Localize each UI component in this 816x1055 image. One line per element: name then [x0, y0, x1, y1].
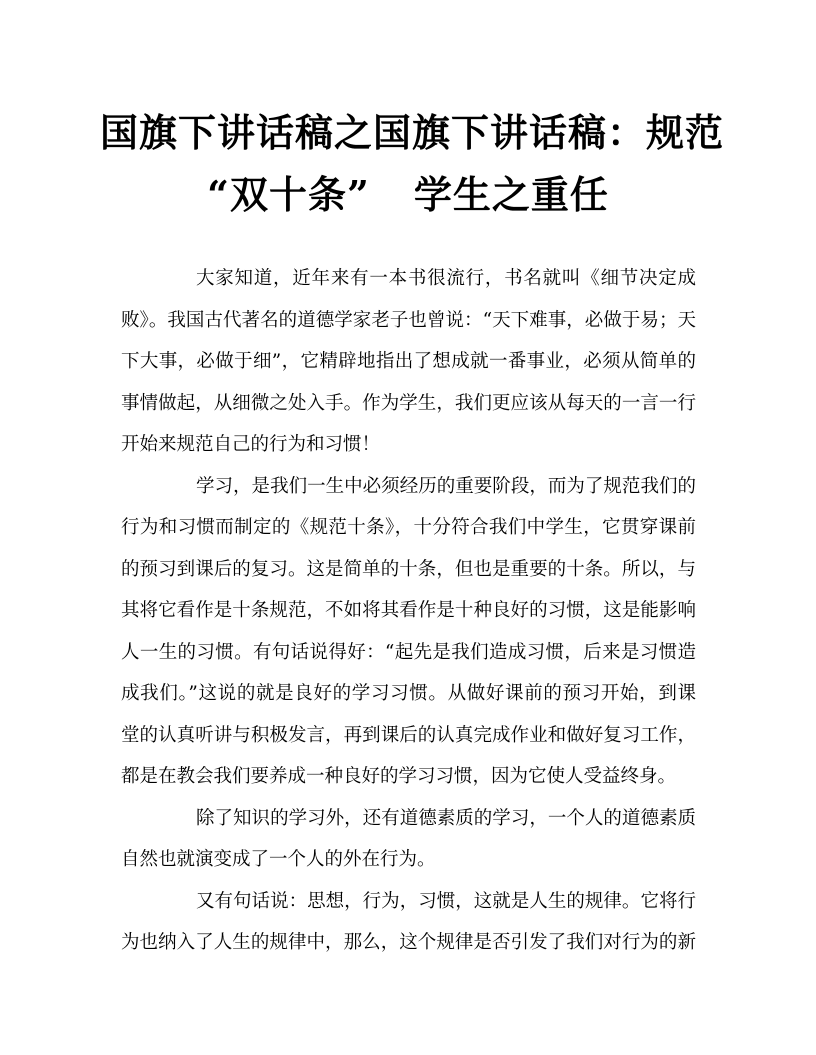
- paragraph-1-line-3: 下大事，必做于细”，它精辟地指出了想成就一番事业，必须从简单的: [121, 351, 696, 372]
- paragraph-2-line-1: 学习，是我们一生中必须经历的重要阶段，而为了规范我们的: [196, 475, 696, 497]
- paragraph-4-line-1: 又有句话说：思想，行为，习惯，这就是人生的规律。它将行: [196, 890, 696, 912]
- paragraph-1-line-5: 开始来规范自己的行为和习惯！: [121, 434, 381, 455]
- title-quote-segment: “双十条”: [207, 172, 370, 217]
- paragraph-2-line-5: 人一生的习惯。有句话说得好：“起先是我们造成习惯，后来是习惯造: [121, 641, 696, 663]
- paragraph-3-line-1: 除了知识的学习外，还有道德素质的学习，一个人的道德素质: [196, 807, 696, 829]
- paragraph-4-line-2: 为也纳入了人生的规律中，那么，这个规律是否引发了我们对行为的新: [121, 932, 696, 953]
- paragraph-1-line-1: 大家知道，近年来有一本书很流行，书名就叫《细节决定成: [196, 268, 696, 289]
- paragraph-2-line-2: 行为和习惯而制定的《规范十条》，十分符合我们中学生，它贯穿课前: [121, 517, 696, 538]
- title-subtitle-segment: 学生之重任: [413, 172, 609, 217]
- paragraph-2-line-7: 堂的认真听讲与积极发言，再到课后的认真完成作业和做好复习工作，: [121, 724, 696, 746]
- paragraph-2-line-3: 的预习到课后的复习。这是简单的十条，但也是重要的十条。所以，与: [121, 558, 696, 580]
- paragraph-2-line-6: 成我们。”这说的就是良好的学习习惯。从做好课前的预习开始，到课: [121, 683, 696, 704]
- document-title-line-2: [100, 172, 716, 217]
- paragraph-2-line-8: 都是在教会我们要养成一种良好的学习习惯，因为它使人受益终身。: [121, 766, 677, 787]
- document-title-line-1: 国旗下讲话稿之国旗下讲话稿：规范: [100, 110, 725, 155]
- paragraph-1-line-4: 事情做起，从细微之处入手。作为学生，我们更应该从每天的一言一行: [121, 392, 696, 414]
- document-body: [121, 258, 696, 964]
- paragraph-2-line-4: 其将它看作是十条规范，不如将其看作是十种良好的习惯，这是能影响: [121, 600, 696, 621]
- paragraph-1-line-2: 败》。我国古代著名的道德学家老子也曾说：“天下难事，必做于易；天: [121, 309, 696, 331]
- paragraph-3-line-2: 自然也就演变成了一个人的外在行为。: [121, 849, 436, 870]
